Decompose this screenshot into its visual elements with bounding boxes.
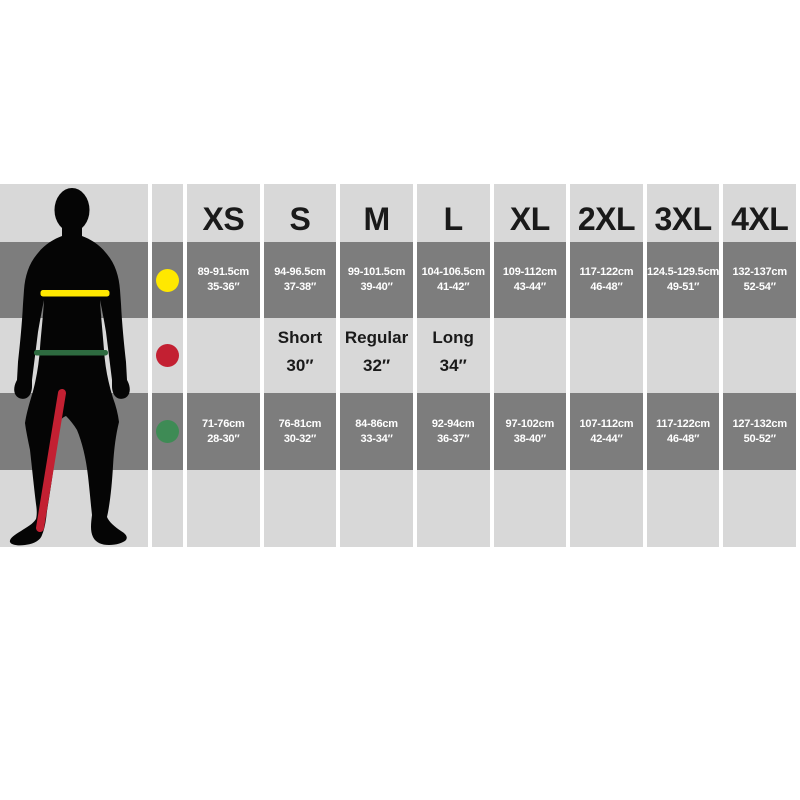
empty-cell: [340, 470, 413, 547]
chest-cell: 132-137cm 52-54″: [723, 242, 796, 318]
empty-cell: [494, 470, 567, 547]
figure-band: [0, 393, 148, 470]
leg-cell: Short 30″: [264, 318, 337, 393]
chest-cell: 109-112cm 43-44″: [494, 242, 567, 318]
green-dot-icon: [156, 420, 179, 443]
waist-cell: 71-76cm 28-30″: [187, 393, 260, 470]
leg-cell: [570, 318, 643, 393]
empty-cell: [187, 470, 260, 547]
size-header-l: L: [417, 184, 490, 242]
waist-cell: 76-81cm 30-32″: [264, 393, 337, 470]
figure-column: [0, 184, 148, 547]
empty-cell: [647, 470, 720, 547]
size-header-2xl: 2XL: [570, 184, 643, 242]
leg-cell: [723, 318, 796, 393]
size-header-s: S: [264, 184, 337, 242]
size-header-xl: XL: [494, 184, 567, 242]
waist-marker-cell: [152, 393, 183, 470]
leg-marker-cell: [152, 318, 183, 393]
yellow-dot-icon: [156, 269, 179, 292]
figure-band: [0, 470, 148, 547]
empty-cell: [417, 470, 490, 547]
waist-cell: 107-112cm 42-44″: [570, 393, 643, 470]
chest-cell: 104-106.5cm 41-42″: [417, 242, 490, 318]
chest-cell: 94-96.5cm 37-38″: [264, 242, 337, 318]
chest-cell: 99-101.5cm 39-40″: [340, 242, 413, 318]
waist-cell: 84-86cm 33-34″: [340, 393, 413, 470]
leg-cell: Regular 32″: [340, 318, 413, 393]
leg-cell: [647, 318, 720, 393]
red-dot-icon: [156, 344, 179, 367]
figure-band: [0, 242, 148, 318]
marker-column-header: [152, 184, 183, 242]
leg-cell: [187, 318, 260, 393]
size-header-xs: XS: [187, 184, 260, 242]
waist-cell: 92-94cm 36-37″: [417, 393, 490, 470]
waist-cell: 127-132cm 50-52″: [723, 393, 796, 470]
leg-cell: [494, 318, 567, 393]
empty-cell: [264, 470, 337, 547]
figure-band: [0, 184, 148, 242]
chest-cell: 124.5-129.5cm 49-51″: [647, 242, 720, 318]
empty-cell: [723, 470, 796, 547]
size-header-m: M: [340, 184, 413, 242]
waist-cell: 97-102cm 38-40″: [494, 393, 567, 470]
figure-band: [0, 318, 148, 393]
leg-cell: Long 34″: [417, 318, 490, 393]
size-header-4xl: 4XL: [723, 184, 796, 242]
size-chart-table: [0, 184, 796, 547]
chest-marker-cell: [152, 242, 183, 318]
empty-cell: [570, 470, 643, 547]
size-header-3xl: 3XL: [647, 184, 720, 242]
waist-cell: 117-122cm 46-48″: [647, 393, 720, 470]
chest-cell: 117-122cm 46-48″: [570, 242, 643, 318]
empty-cell: [152, 470, 183, 547]
chest-cell: 89-91.5cm 35-36″: [187, 242, 260, 318]
